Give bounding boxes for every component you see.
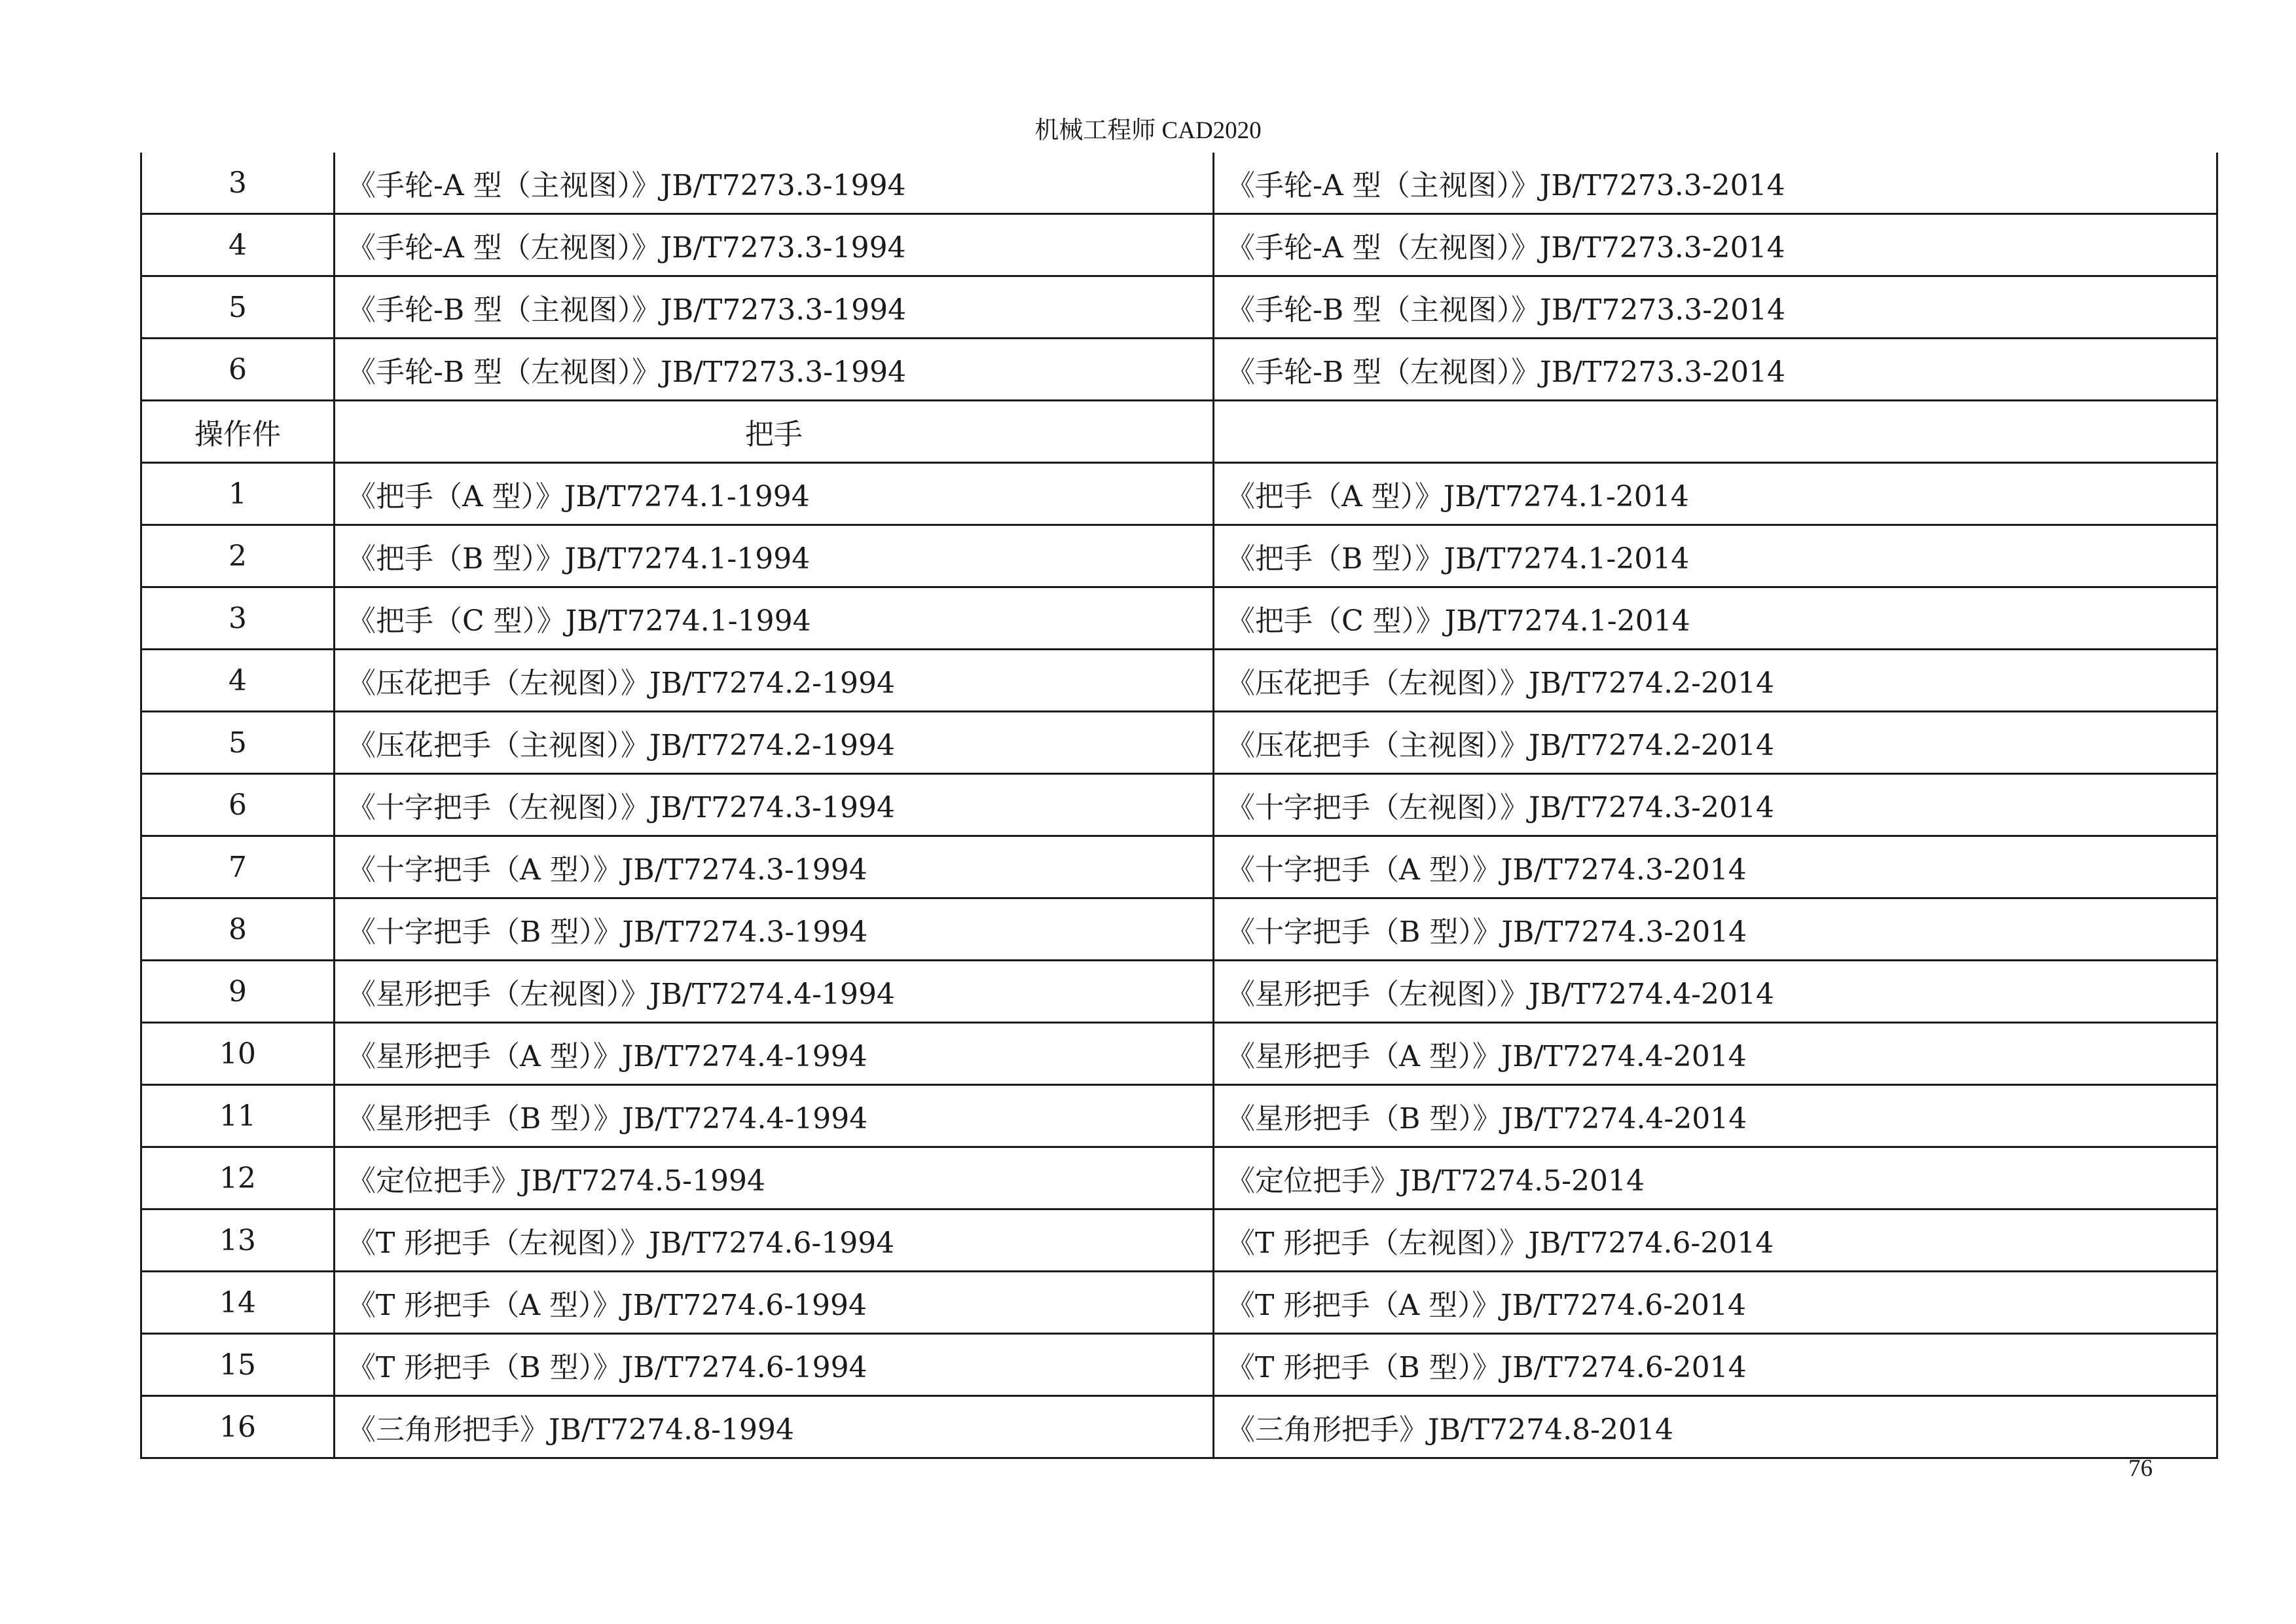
old-standard: 《手轮-B 型（左视图）》JB/T7273.3-1994 <box>335 339 1214 401</box>
old-standard: 《十字把手（A 型）》JB/T7274.3-1994 <box>335 836 1214 898</box>
table-row <box>141 339 2217 401</box>
row-number: 11 <box>141 1085 335 1147</box>
old-standard: 《手轮-A 型（左视图）》JB/T7273.3-1994 <box>335 214 1214 276</box>
table-row <box>141 525 2217 587</box>
old-standard: 《把手（B 型）》JB/T7274.1-1994 <box>335 525 1214 587</box>
old-standard: 《T 形把手（左视图）》JB/T7274.6-1994 <box>335 1209 1214 1272</box>
new-standard: 《压花把手（左视图）》JB/T7274.2-2014 <box>1214 650 2217 712</box>
row-number: 2 <box>141 525 335 587</box>
new-standard: 《手轮-A 型（左视图）》JB/T7273.3-2014 <box>1214 214 2217 276</box>
old-standard: 《T 形把手（A 型）》JB/T7274.6-1994 <box>335 1272 1214 1334</box>
old-standard: 《T 形把手（B 型）》JB/T7274.6-1994 <box>335 1334 1214 1396</box>
new-standard: 《十字把手（B 型）》JB/T7274.3-2014 <box>1214 898 2217 961</box>
section-category: 操作件 <box>141 401 335 463</box>
row-number: 5 <box>141 712 335 774</box>
table-row <box>141 1272 2217 1334</box>
new-standard: 《把手（B 型）》JB/T7274.1-2014 <box>1214 525 2217 587</box>
table-row <box>141 898 2217 961</box>
old-standard: 《星形把手（B 型）》JB/T7274.4-1994 <box>335 1085 1214 1147</box>
table-row <box>141 1023 2217 1085</box>
table-row <box>141 153 2217 214</box>
new-standard: 《T 形把手（A 型）》JB/T7274.6-2014 <box>1214 1272 2217 1334</box>
row-number: 14 <box>141 1272 335 1334</box>
table-row <box>141 961 2217 1023</box>
new-standard: 《星形把手（A 型）》JB/T7274.4-2014 <box>1214 1023 2217 1085</box>
old-standard: 《十字把手（左视图）》JB/T7274.3-1994 <box>335 774 1214 836</box>
new-standard: 《把手（A 型）》JB/T7274.1-2014 <box>1214 463 2217 525</box>
row-number: 1 <box>141 463 335 525</box>
table-row <box>141 712 2217 774</box>
row-number: 8 <box>141 898 335 961</box>
old-standard: 《手轮-B 型（主视图）》JB/T7273.3-1994 <box>335 276 1214 339</box>
old-standard: 《压花把手（左视图）》JB/T7274.2-1994 <box>335 650 1214 712</box>
table-row <box>141 463 2217 525</box>
row-number: 4 <box>141 214 335 276</box>
row-number: 15 <box>141 1334 335 1396</box>
old-standard: 《三角形把手》JB/T7274.8-1994 <box>335 1396 1214 1458</box>
table-row <box>141 774 2217 836</box>
new-standard: 《星形把手（B 型）》JB/T7274.4-2014 <box>1214 1085 2217 1147</box>
row-number: 3 <box>141 153 335 214</box>
table-row <box>141 1334 2217 1396</box>
table-row <box>141 214 2217 276</box>
table-row <box>141 1209 2217 1272</box>
old-standard: 《把手（C 型）》JB/T7274.1-1994 <box>335 587 1214 650</box>
old-standard: 《十字把手（B 型）》JB/T7274.3-1994 <box>335 898 1214 961</box>
table-row <box>141 1085 2217 1147</box>
new-standard: 《定位把手》JB/T7274.5-2014 <box>1214 1147 2217 1209</box>
new-standard: 《把手（C 型）》JB/T7274.1-2014 <box>1214 587 2217 650</box>
new-standard: 《手轮-B 型（主视图）》JB/T7273.3-2014 <box>1214 276 2217 339</box>
row-number: 7 <box>141 836 335 898</box>
standards-table <box>140 153 2218 1459</box>
new-standard: 《T 形把手（左视图）》JB/T7274.6-2014 <box>1214 1209 2217 1272</box>
new-standard: 《十字把手（左视图）》JB/T7274.3-2014 <box>1214 774 2217 836</box>
row-number: 3 <box>141 587 335 650</box>
row-number: 16 <box>141 1396 335 1458</box>
row-number: 5 <box>141 276 335 339</box>
row-number: 9 <box>141 961 335 1023</box>
page-header: 机械工程师 CAD2020 <box>1034 117 1262 144</box>
row-number: 10 <box>141 1023 335 1085</box>
new-standard: 《手轮-A 型（主视图）》JB/T7273.3-2014 <box>1214 153 2217 214</box>
old-standard: 《星形把手（左视图）》JB/T7274.4-1994 <box>335 961 1214 1023</box>
page-number: 76 <box>2128 1455 2153 1482</box>
old-standard: 《手轮-A 型（主视图）》JB/T7273.3-1994 <box>335 153 1214 214</box>
row-number: 6 <box>141 339 335 401</box>
section-name: 把手 <box>335 401 1214 463</box>
row-number: 13 <box>141 1209 335 1272</box>
new-standard: 《压花把手（主视图）》JB/T7274.2-2014 <box>1214 712 2217 774</box>
table-row <box>141 1147 2217 1209</box>
section-row <box>141 401 2217 463</box>
table-row <box>141 276 2217 339</box>
new-standard: 《手轮-B 型（左视图）》JB/T7273.3-2014 <box>1214 339 2217 401</box>
old-standard: 《压花把手（主视图）》JB/T7274.2-1994 <box>335 712 1214 774</box>
old-standard: 《把手（A 型）》JB/T7274.1-1994 <box>335 463 1214 525</box>
new-standard: 《三角形把手》JB/T7274.8-2014 <box>1214 1396 2217 1458</box>
table-row <box>141 1396 2217 1458</box>
old-standard: 《星形把手（A 型）》JB/T7274.4-1994 <box>335 1023 1214 1085</box>
table-row <box>141 587 2217 650</box>
new-standard: 《T 形把手（B 型）》JB/T7274.6-2014 <box>1214 1334 2217 1396</box>
standards-table-body <box>141 153 2217 1458</box>
row-number: 6 <box>141 774 335 836</box>
row-number: 12 <box>141 1147 335 1209</box>
table-row <box>141 836 2217 898</box>
table-row <box>141 650 2217 712</box>
new-standard: 《十字把手（A 型）》JB/T7274.3-2014 <box>1214 836 2217 898</box>
row-number: 4 <box>141 650 335 712</box>
section-extra <box>1214 401 2217 463</box>
new-standard: 《星形把手（左视图）》JB/T7274.4-2014 <box>1214 961 2217 1023</box>
old-standard: 《定位把手》JB/T7274.5-1994 <box>335 1147 1214 1209</box>
